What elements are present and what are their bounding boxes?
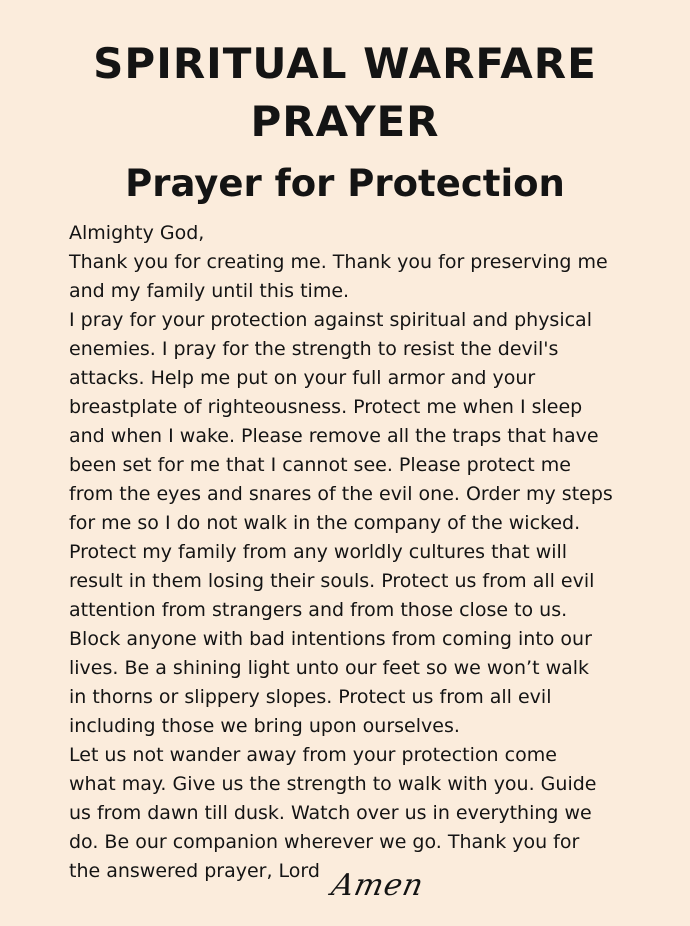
prayer-line: the answered prayer, Lord [69,860,320,882]
prayer-line: in thorns or slippery slopes. Protect us from all evil [69,686,552,708]
prayer-line: Block anyone with bad intentions from coming into our [69,628,592,650]
prayer-line: I pray for your protection against spiritual and physical [69,309,592,331]
prayer-line: for me so I do not walk in the company of the wicked. [69,512,581,534]
prayer-line: been set for me that I cannot see. Please protect me [69,454,571,476]
prayer-line: result in them losing their souls. Protect us from all evil [69,570,595,592]
prayer-line: lives. Be a shining light unto our feet so we won’t walk [69,657,590,679]
prayer-line: breastplate of righteousness. Protect me when I sleep [69,396,583,418]
prayer-line: and my family until this time. [69,280,350,302]
amen-signature: Amen [328,868,428,903]
prayer-line: Protect my family from any worldly cultures that will [69,541,568,563]
prayer-line: from the eyes and snares of the evil one. Order my steps [69,483,613,505]
prayer-line: Almighty God, [69,222,205,244]
prayer-line: attention from strangers and from those close to us. [69,599,568,621]
prayer-line: do. Be our companion wherever we go. Thank you for [69,831,580,853]
prayer-body [69,219,669,886]
page-title-line-1: SPIRITUAL WARFARE [93,39,597,88]
page-subtitle: Prayer for Protection [125,162,565,205]
prayer-line: Thank you for creating me. Thank you for preserving me [69,251,608,273]
prayer-line: what may. Give us the strength to walk with you. Guide [69,773,597,795]
prayer-line: and when I wake. Please remove all the traps that have [69,425,599,447]
page-title-line-2: PRAYER [250,97,440,146]
prayer-line: attacks. Help me put on your full armor and your [69,367,536,389]
prayer-line: including those we bring upon ourselves. [69,715,460,737]
prayer-line: Let us not wander away from your protection come [69,744,557,766]
prayer-line: us from dawn till dusk. Watch over us in everything we [69,802,592,824]
prayer-line: enemies. I pray for the strength to resist the devil's [69,338,559,360]
